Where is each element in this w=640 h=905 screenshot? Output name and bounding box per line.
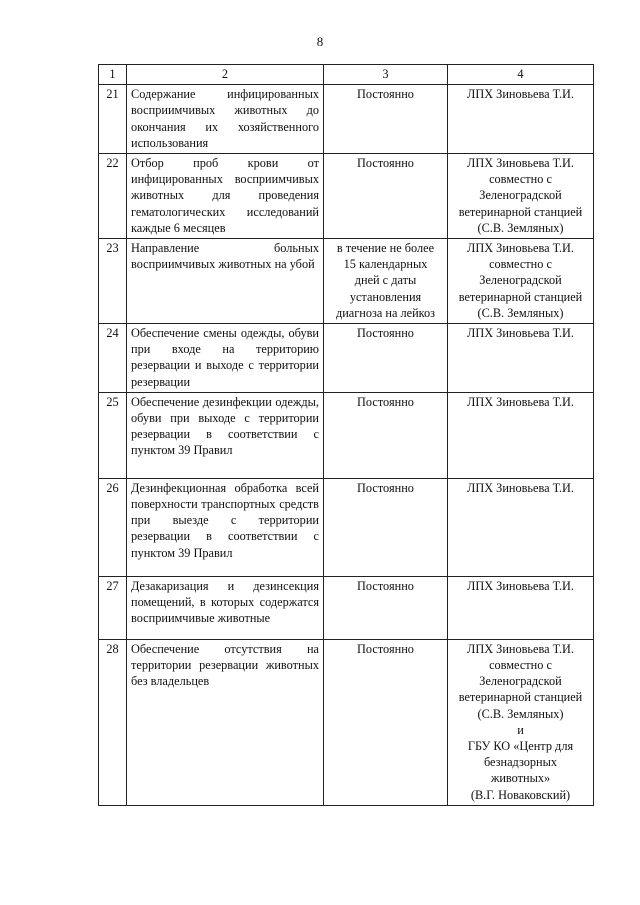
responsible-line: (В.Г. Новаковский) bbox=[470, 787, 571, 802]
responsible-cell bbox=[448, 239, 594, 324]
term-line: Постоянно bbox=[357, 87, 414, 102]
term-line: Постоянно bbox=[357, 641, 414, 656]
responsible-line: ГБУ КО «Центр для bbox=[467, 739, 574, 754]
responsible-line: животных» bbox=[490, 771, 551, 786]
responsible-line: (С.В. Земляных) bbox=[477, 706, 564, 721]
responsible-line: совместно с bbox=[489, 658, 552, 673]
row-number: 26 bbox=[99, 478, 127, 576]
row-number: 21 bbox=[99, 85, 127, 154]
page-number: 8 bbox=[316, 34, 324, 49]
responsible-line: ЛПХ Зиновьева Т.И. bbox=[466, 241, 574, 256]
term-line: Постоянно bbox=[357, 156, 414, 171]
term-cell bbox=[324, 576, 448, 639]
responsible-cell bbox=[448, 154, 594, 239]
responsible-line: безнадзорных bbox=[483, 755, 558, 770]
row-number: 22 bbox=[99, 154, 127, 239]
term-line: установления bbox=[349, 289, 422, 304]
row-number: 28 bbox=[99, 639, 127, 805]
responsible-cell bbox=[448, 478, 594, 576]
table-row bbox=[99, 576, 594, 639]
responsible-line: (С.В. Земляных) bbox=[477, 305, 564, 320]
term-line: Постоянно bbox=[357, 394, 414, 409]
table-row bbox=[99, 154, 594, 239]
responsible-line: и bbox=[517, 722, 524, 737]
term-line: диагноза на лейкоз bbox=[335, 305, 436, 320]
responsible-cell bbox=[448, 639, 594, 805]
row-number: 23 bbox=[99, 239, 127, 324]
responsible-line: ЛПХ Зиновьева Т.И. bbox=[466, 87, 574, 102]
term-line: Постоянно bbox=[357, 578, 414, 593]
measure-text: Содержание инфицированных восприимчивых животных до окончания их хозяйственного использования bbox=[127, 85, 324, 154]
table-header-row bbox=[99, 65, 594, 85]
responsible-line: ЛПХ Зиновьева Т.И. bbox=[466, 394, 574, 409]
term-cell bbox=[324, 324, 448, 393]
term-line: Постоянно bbox=[357, 480, 414, 495]
responsible-line: ЛПХ Зиновьева Т.И. bbox=[466, 156, 574, 171]
table-row bbox=[99, 478, 594, 576]
responsible-line: ветеринарной станцией bbox=[458, 204, 583, 219]
responsible-line: совместно с bbox=[489, 172, 552, 187]
term-cell bbox=[324, 154, 448, 239]
table-row bbox=[99, 639, 594, 805]
header-cell: 3 bbox=[324, 65, 448, 85]
header-cell: 2 bbox=[127, 65, 324, 85]
responsible-line: ЛПХ Зиновьева Т.И. bbox=[466, 578, 574, 593]
responsible-line: ЛПХ Зиновьева Т.И. bbox=[466, 326, 574, 341]
responsible-line: совместно с bbox=[489, 257, 552, 272]
responsible-line: ветеринарной станцией bbox=[458, 289, 583, 304]
term-cell bbox=[324, 478, 448, 576]
responsible-cell bbox=[448, 85, 594, 154]
term-line: дней с даты bbox=[354, 273, 417, 288]
term-cell bbox=[324, 392, 448, 478]
row-number: 25 bbox=[99, 392, 127, 478]
responsible-cell bbox=[448, 324, 594, 393]
measure-text: Отбор проб крови от инфицированных восприимчивых животных для проведения гематологических исследований каждые 6 месяцев bbox=[127, 154, 324, 239]
term-cell bbox=[324, 85, 448, 154]
table-body bbox=[99, 85, 594, 806]
row-number: 27 bbox=[99, 576, 127, 639]
term-line: 15 календарных bbox=[343, 257, 428, 272]
measure-text: Обеспечение дезинфекции одежды, обуви при выходе с территории резервации в соответствии с пунктом 39 Правил bbox=[127, 392, 324, 478]
measure-text: Дезакаризация и дезинсекция помещений, в которых содержатся восприимчивые животные bbox=[127, 576, 324, 639]
term-line: в течение не более bbox=[336, 241, 435, 256]
responsible-cell bbox=[448, 576, 594, 639]
header-cell: 4 bbox=[448, 65, 594, 85]
term-cell bbox=[324, 239, 448, 324]
table-row bbox=[99, 392, 594, 478]
responsible-line: ветеринарной станцией bbox=[458, 690, 583, 705]
table-row bbox=[99, 324, 594, 393]
measure-text: Дезинфекционная обработка всей поверхности транспортных средств при выезде с территории резервации в соответствии с пунктом 39 Правил bbox=[127, 478, 324, 576]
term-line: Постоянно bbox=[357, 326, 414, 341]
measures-table bbox=[98, 64, 594, 806]
table-row bbox=[99, 239, 594, 324]
row-number: 24 bbox=[99, 324, 127, 393]
measure-text: Направление больных восприимчивых животных на убой bbox=[127, 239, 324, 324]
responsible-line: (С.В. Земляных) bbox=[477, 220, 564, 235]
term-cell bbox=[324, 639, 448, 805]
measure-text: Обеспечение смены одежды, обуви при входе на территорию резервации и выходе с территории резервации bbox=[127, 324, 324, 393]
responsible-line: ЛПХ Зиновьева Т.И. bbox=[466, 641, 574, 656]
responsible-cell bbox=[448, 392, 594, 478]
responsible-line: Зеленоградской bbox=[479, 188, 562, 203]
responsible-line: ЛПХ Зиновьева Т.И. bbox=[466, 480, 574, 495]
measure-text: Обеспечение отсутствия на территории резервации животных без владельцев bbox=[127, 639, 324, 805]
responsible-line: Зеленоградской bbox=[479, 674, 562, 689]
responsible-line: Зеленоградской bbox=[479, 273, 562, 288]
header-cell: 1 bbox=[99, 65, 127, 85]
table-row bbox=[99, 85, 594, 154]
